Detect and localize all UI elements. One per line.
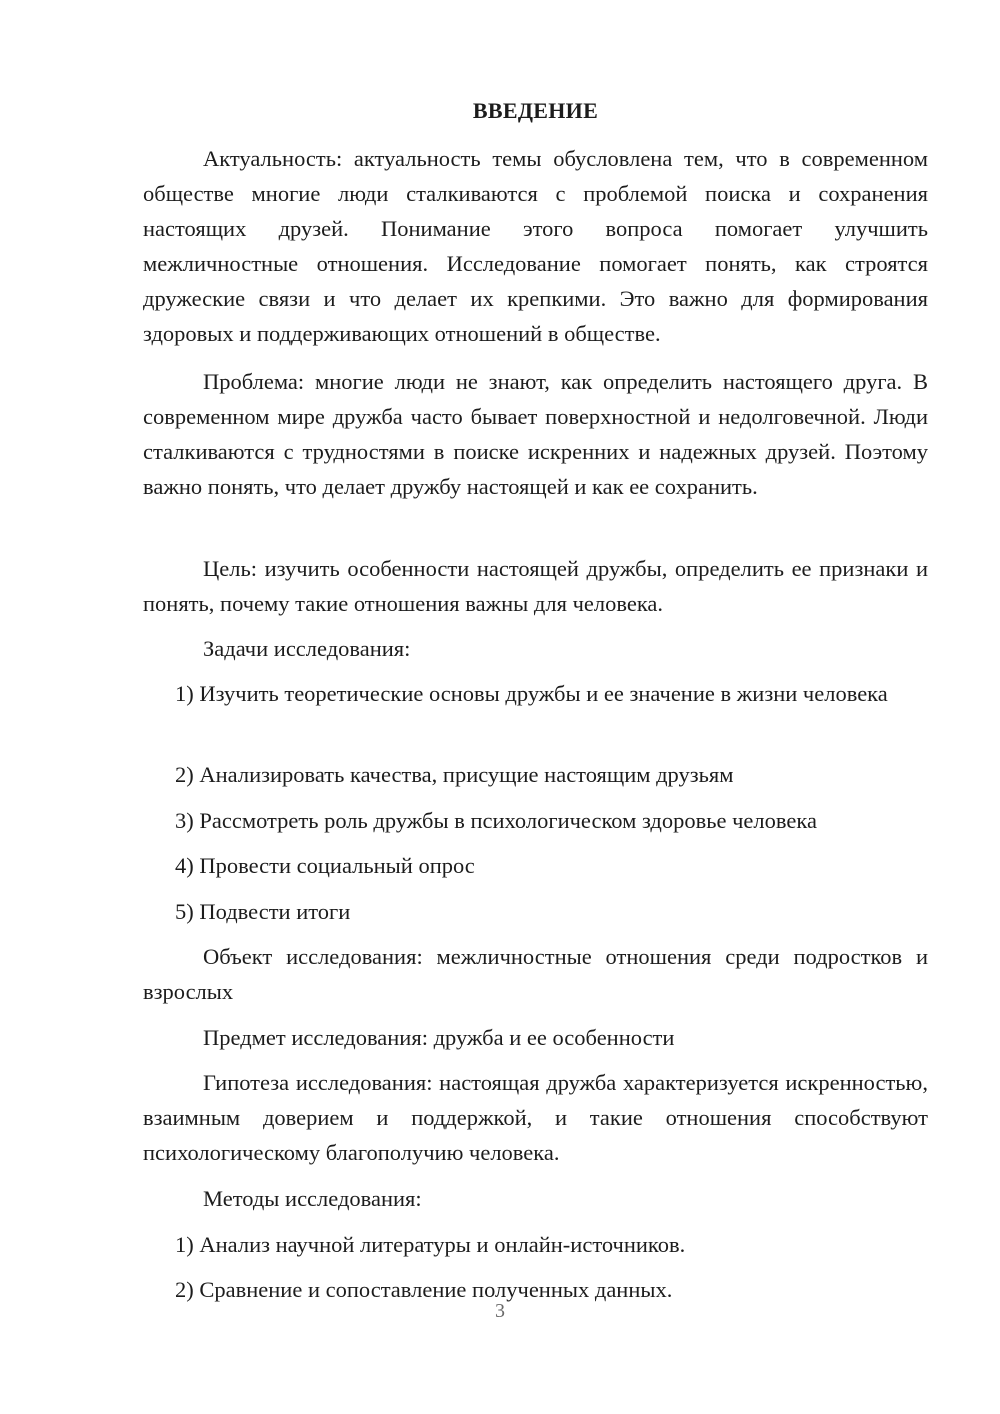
task-item-5: 5) Подвести итоги [175, 899, 351, 924]
paragraph-tasks-title: Задачи исследования: [203, 636, 411, 661]
task-item-3: 3) Рассмотреть роль дружбы в психологическом здоровье человека [175, 808, 817, 833]
paragraph-object: Объект исследования: межличностные отношения среди подростков и взрослых [143, 944, 928, 1004]
paragraph-methods-title: Методы исследования: [203, 1186, 422, 1211]
page-number: 3 [495, 1300, 505, 1322]
task-item-1: 1) Изучить теоретические основы дружбы и ее значение в жизни человека [175, 681, 888, 706]
paragraph-problem: Проблема: многие люди не знают, как определить настоящего друга. В современном мире дружба часто бывает поверхностной и недолговечной. Люди сталкиваются с трудностями в поиске искренних и надежных друзей. Поэтому важно понять, что делает дружбу настоящей и как ее сохранить. [143, 369, 928, 499]
section-heading: ВВЕДЕНИЕ [472, 98, 599, 123]
task-item-2: 2) Анализировать качества, присущие настоящим друзьям [175, 762, 734, 787]
task-item-4: 4) Провести социальный опрос [175, 853, 475, 878]
paragraph-goal: Цель: изучить особенности настоящей дружбы, определить ее признаки и понять, почему такие отношения важны для человека. [143, 556, 928, 616]
method-item-1: 1) Анализ научной литературы и онлайн-источников. [175, 1232, 686, 1257]
paragraph-relevance: Актуальность: актуальность темы обусловлена тем, что в современном обществе многие люди сталкиваются с проблемой поиска и сохранения настоящих друзей. Понимание этого вопроса помогает улучшить межличностные отношения. Исследование помогает понять, как строятся дружеские связи и что делает их крепкими. Это важно для формирования здоровых и поддерживающих отношений в обществе. [143, 146, 928, 346]
method-item-2: 2) Сравнение и сопоставление полученных данных. [175, 1277, 673, 1302]
paragraph-hypothesis: Гипотеза исследования: настоящая дружба характеризуется искренностью, взаимным доверием и поддержкой, и такие отношения способствуют психологическому благополучию человека. [143, 1070, 928, 1165]
paragraph-subject: Предмет исследования: дружба и ее особенности [203, 1025, 675, 1050]
